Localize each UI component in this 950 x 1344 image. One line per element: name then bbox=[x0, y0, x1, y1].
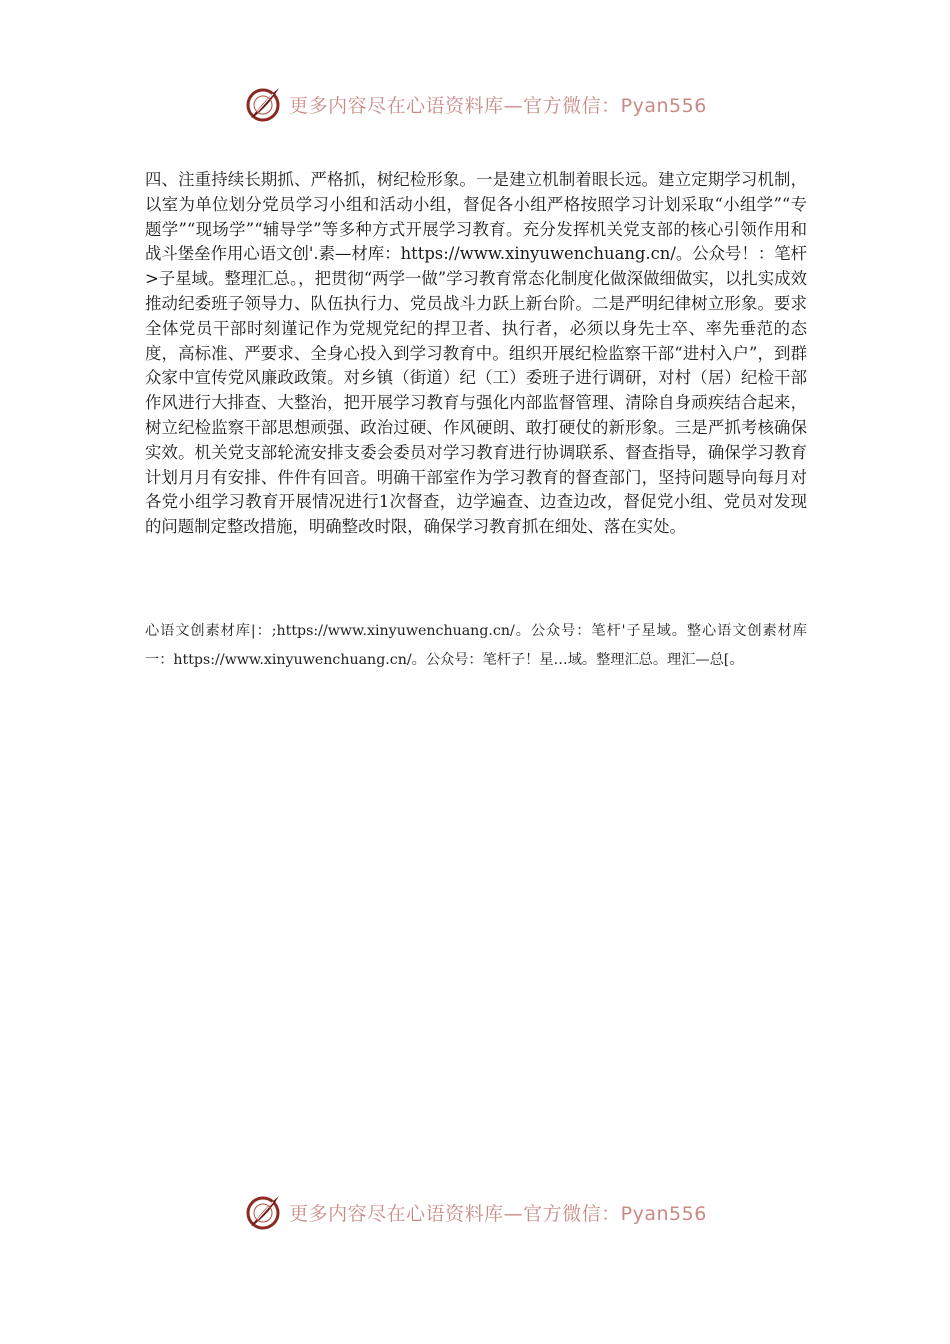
trailing-note: 心语文创素材库|：;https://www.xinyuwenchuang.cn/。公众号：笔杆'子星域。整心语文创素材库一：https://www.xinyuwenchuang.cn/。公众号：笔杆子！星…域。整理汇总。理汇—总[。 bbox=[145, 623, 807, 668]
body-paragraph: 四、注重持续长期抓、严格抓，树纪检形象。一是建立机制着眼长远。建立定期学习机制，以室为单位划分党员学习小组和活动小组，督促各小组严格按照学习计划采取“小组学”“专题学”“现场学”“辅导学”等多种方式开展学习教育。充分发挥机关党支部的核心引领作用和战斗堡垒作用心语文创'.素—材库：https://www.xinyuwenchuang.cn/。公众号！：笔杆>子星域。整理汇总。，把贯彻“两学一做”学习教育常态化制度化做深做细做实，以扎实成效推动纪委班子领导力、队伍执行力、党员战斗力跃上新台阶。二是严明纪律树立形象。要求全体党员干部时刻谨记作为党规党纪的捍卫者、执行者，必须以身先士卒、率先垂范的态度，高标准、严要求、全身心投入到学习教育中。组织开展纪检监察干部“进村入户”，到群众家中宣传党风廉政政策。对乡镇（街道）纪（工）委班子进行调研，对村（居）纪检干部作风进行大排查、大整治，把开展学习教育与强化内部监督管理、清除自身顽疾结合起来，树立纪检监察干部思想顽强、政治过硬、作风硬朗、敢打硬仗的新形象。三是严抓考核确保实效。机关党支部轮流安排支委会委员对学习教育进行协调联系、督查指导，确保学习教育计划月月有安排、件件有回音。明确干部室作为学习教育的督查部门，坚持问题导向每月对各党小组学习教育开展情况进行1次督查，边学遍查、边查边改，督促党小组、党员对发现的问题制定整改措施，明确整改时限，确保学习教育抓在细处、落在实处。 bbox=[145, 170, 807, 537]
footer-banner bbox=[0, 1190, 950, 1234]
quill-circle-logo-icon bbox=[243, 84, 283, 124]
quill-circle-logo-icon bbox=[243, 1192, 283, 1232]
header-banner bbox=[0, 82, 950, 126]
footer-banner-text: 更多内容尽在心语资料库—官方微信：Pyan556 bbox=[289, 1202, 707, 1225]
header-banner-text: 更多内容尽在心语资料库—官方微信：Pyan556 bbox=[289, 94, 707, 117]
